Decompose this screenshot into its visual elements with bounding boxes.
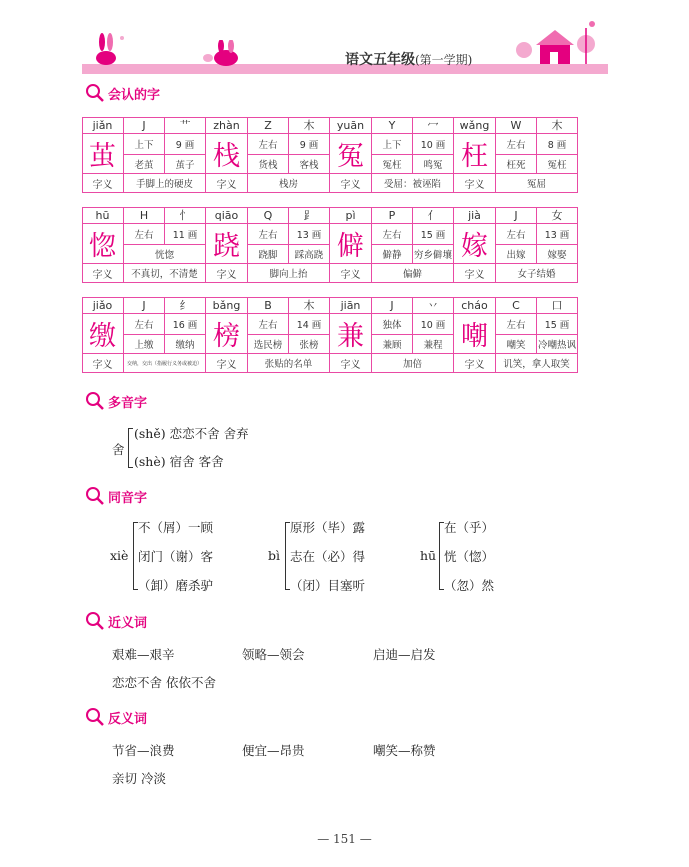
strokes-cell-text: 13 画 [296, 230, 322, 241]
page-title: 语文五年级(第一学期) [345, 52, 473, 68]
strokes-cell [289, 224, 330, 245]
structure-cell [496, 224, 537, 245]
word-cell [537, 245, 578, 264]
word-cell-text: 兼顾 [382, 340, 402, 351]
initial-cell-text: J [142, 298, 146, 312]
word-cell [248, 245, 289, 264]
structure-cell [496, 314, 537, 335]
initial-cell [248, 297, 289, 314]
structure-cell [248, 314, 289, 335]
homophone-line: （卸）磨杀驴 [138, 578, 214, 593]
pinyin-cell [206, 207, 248, 224]
strokes-cell [413, 314, 454, 335]
magnifier-icon [84, 390, 106, 412]
structure-cell [496, 134, 537, 155]
meaning-cell [372, 354, 454, 373]
pinyin-cell [82, 297, 124, 314]
meaning-cell-text: 讥笑，拿人取笑 [503, 359, 570, 370]
meaning-cell-text: 受屈：被诬陷 [383, 179, 441, 190]
word-cell-text: 枉死 [506, 160, 526, 171]
homophone-line: 恍（惚） [444, 549, 495, 564]
polyphone-line: (shè) 宿舍 客舍 [134, 454, 224, 469]
character-cell [206, 134, 248, 174]
structure-cell-text: 左右 [506, 140, 526, 151]
strokes-cell [165, 314, 206, 335]
strokes-cell [289, 314, 330, 335]
initial-cell [496, 117, 537, 134]
initial-cell [372, 297, 413, 314]
antonym-pair: 嘲笑—称赞 [373, 743, 436, 758]
strokes-cell [165, 134, 206, 155]
word-cell [165, 155, 206, 174]
word-cell-text: 客栈 [299, 160, 319, 171]
word-cell-text: 冷嘲热讽 [537, 340, 576, 351]
word-cell-text: 张榜 [299, 340, 319, 351]
polyphone-line: (shě) 恋恋不舍 舍弃 [134, 426, 249, 441]
meaning-label-cell-text: 字义 [216, 179, 237, 191]
strokes-cell-text: 16 画 [172, 320, 198, 331]
structure-cell [248, 134, 289, 155]
meaning-label-cell-text: 字义 [340, 359, 361, 371]
strokes-cell-text: 8 画 [547, 140, 567, 151]
initial-cell-text: Q [263, 208, 273, 222]
character-cell [206, 224, 248, 264]
synonym-pair: 恋恋不舍 依依不舍 [112, 675, 216, 690]
meaning-label-cell-text: 字义 [92, 269, 113, 281]
strokes-cell-text: 14 画 [296, 320, 322, 331]
character-cell [206, 314, 248, 354]
character-cell-text: 栈 [213, 141, 240, 172]
bunny-illustration-left [88, 32, 128, 66]
meaning-cell-text: 冤屈 [526, 179, 546, 190]
initial-cell [248, 207, 289, 224]
word-cell-text: 恍惚 [154, 250, 174, 261]
character-cell-text: 跷 [213, 231, 240, 262]
character-cell-text: 茧 [89, 141, 116, 172]
meaning-label-cell [206, 264, 248, 283]
section-homophone: 同音字 [88, 485, 208, 507]
meaning-cell [248, 264, 330, 283]
word-cell [289, 155, 330, 174]
initial-cell-text: C [512, 298, 520, 312]
meaning-label-cell [454, 354, 496, 373]
word-cell-text: 冤枉 [382, 160, 402, 171]
word-cell [248, 155, 289, 174]
initial-cell [248, 117, 289, 134]
meaning-label-cell [330, 354, 372, 373]
page-number: — 151 — [317, 832, 372, 846]
meaning-label-cell [82, 264, 124, 283]
word-cell [124, 155, 165, 174]
radical-cell-text: 木 [303, 119, 315, 132]
pinyin-cell [330, 297, 372, 314]
structure-cell-text: 左右 [506, 230, 526, 241]
pinyin-cell [330, 117, 372, 134]
word-cell [124, 245, 206, 264]
word-cell [496, 335, 537, 354]
character-cell-text: 惚 [89, 231, 116, 262]
initial-cell [124, 117, 165, 134]
word-cell [496, 155, 537, 174]
meaning-label-cell [330, 264, 372, 283]
character-cell-text: 嘲 [461, 321, 488, 352]
meaning-label-cell-text: 字义 [92, 179, 113, 191]
initial-cell [372, 117, 413, 134]
radical-cell [537, 207, 578, 224]
pinyin-cell-text: hū [95, 208, 110, 222]
character-cell-text: 缴 [89, 321, 116, 352]
structure-cell [372, 314, 413, 335]
antonym-pair: 节省—浪费 [112, 743, 175, 758]
radical-cell [537, 297, 578, 314]
pinyin-cell [330, 207, 372, 224]
structure-cell [248, 224, 289, 245]
radical-cell-text: 艹 [179, 119, 191, 132]
word-cell-text: 跷脚 [258, 250, 278, 261]
character-grid [82, 207, 578, 283]
initial-cell-text: H [139, 208, 149, 222]
word-cell-text: 出嫁 [506, 250, 526, 261]
bunny-illustration-mid [202, 40, 250, 66]
word-cell [372, 335, 413, 354]
character-cell [330, 314, 372, 354]
pinyin-cell [82, 207, 124, 224]
word-cell-text: 踩高跷 [294, 250, 324, 261]
section-polyphone: 多音字 [88, 390, 208, 412]
structure-cell [372, 134, 413, 155]
character-cell-text: 冤 [337, 141, 364, 172]
initial-cell [124, 207, 165, 224]
meaning-label-cell-text: 字义 [340, 179, 361, 191]
strokes-cell [289, 134, 330, 155]
word-cell-text: 嘲笑 [506, 340, 526, 351]
house-illustration [512, 18, 602, 68]
structure-cell [124, 224, 165, 245]
polyphone-char: 舍 [112, 442, 125, 457]
homophone-line: （忽）然 [444, 578, 495, 593]
structure-cell-text: 左右 [258, 320, 278, 331]
meaning-label-cell-text: 字义 [464, 359, 485, 371]
magnifier-icon [84, 706, 106, 728]
initial-cell [124, 297, 165, 314]
structure-cell-text: 左右 [506, 320, 526, 331]
radical-cell-text: 冖 [427, 119, 439, 132]
radical-cell [165, 297, 206, 314]
meaning-label-cell [206, 174, 248, 193]
initial-cell-text: J [514, 208, 518, 222]
meaning-cell-text: 不真切，不清楚 [131, 269, 198, 280]
character-cell [454, 134, 496, 174]
section-synonym: 近义词 [88, 610, 208, 632]
structure-cell-text: 独体 [382, 320, 402, 331]
radical-cell [413, 297, 454, 314]
homophone-line: 不（屑）一顾 [138, 520, 214, 535]
meaning-cell [496, 174, 578, 193]
synonym-pair: 艰难—艰辛 [112, 647, 175, 662]
homophone-line: 原形（毕）露 [290, 520, 366, 535]
meaning-label-cell [454, 174, 496, 193]
magnifier-icon [84, 485, 106, 507]
strokes-cell-text: 9 画 [299, 140, 319, 151]
radical-cell [413, 207, 454, 224]
radical-cell [413, 117, 454, 134]
meaning-cell [248, 354, 330, 373]
meaning-cell [496, 264, 578, 283]
polyphone-brace [128, 428, 133, 468]
magnifier-icon [84, 82, 106, 104]
meaning-cell [372, 174, 454, 193]
page-header-banner [82, 18, 608, 76]
initial-cell [496, 297, 537, 314]
character-grid [82, 297, 578, 373]
word-cell-text: 货栈 [258, 160, 278, 171]
homophone-line: 志在（必）得 [290, 549, 366, 564]
meaning-cell-text: 脚向上抬 [269, 269, 308, 280]
meaning-cell-text: 手脚上的硬皮 [135, 179, 193, 190]
structure-cell-text: 左右 [258, 140, 278, 151]
meaning-label-cell [82, 354, 124, 373]
strokes-cell [537, 224, 578, 245]
word-cell-text: 鸣冤 [423, 160, 443, 171]
word-cell [165, 335, 206, 354]
word-cell [537, 335, 578, 354]
strokes-cell-text: 15 画 [544, 320, 570, 331]
homophone-pinyin: xiè [110, 548, 129, 563]
initial-cell [496, 207, 537, 224]
initial-cell-text: W [510, 118, 522, 132]
strokes-cell-text: 11 画 [172, 230, 198, 241]
strokes-cell [537, 134, 578, 155]
strokes-cell-text: 10 画 [420, 140, 446, 151]
word-cell [372, 155, 413, 174]
meaning-label-cell [82, 174, 124, 193]
meaning-label-cell-text: 字义 [216, 359, 237, 371]
radical-cell [165, 117, 206, 134]
radical-cell-text: 口 [551, 299, 563, 312]
meaning-cell [248, 174, 330, 193]
meaning-label-cell [454, 264, 496, 283]
word-cell [248, 335, 289, 354]
radical-cell-text: ⻊ [303, 209, 315, 222]
meaning-cell [372, 264, 454, 283]
radical-cell-text: 女 [551, 209, 563, 222]
radical-cell [537, 117, 578, 134]
initial-cell-text: Z [264, 118, 272, 132]
word-cell-text: 嫁娶 [547, 250, 567, 261]
pinyin-cell-text: cháo [461, 298, 488, 312]
word-cell [124, 335, 165, 354]
strokes-cell-text: 10 画 [420, 320, 446, 331]
strokes-cell-text: 9 画 [175, 140, 195, 151]
radical-cell-text: 亻 [427, 209, 439, 222]
structure-cell-text: 上下 [382, 140, 402, 151]
character-cell [454, 224, 496, 264]
structure-cell [124, 134, 165, 155]
meaning-cell [124, 354, 206, 373]
word-cell [372, 245, 413, 264]
pinyin-cell [454, 207, 496, 224]
radical-cell-text: 忄 [179, 209, 191, 222]
section-recognize: 会认的字 [88, 82, 208, 104]
character-cell [82, 314, 124, 354]
meaning-label-cell-text: 字义 [340, 269, 361, 281]
pinyin-cell [454, 117, 496, 134]
word-cell [537, 155, 578, 174]
word-cell-text: 老茧 [134, 160, 154, 171]
homophone-line: （闭）目塞听 [290, 578, 366, 593]
pinyin-cell [454, 297, 496, 314]
meaning-label-cell-text: 字义 [216, 269, 237, 281]
meaning-cell [124, 264, 206, 283]
initial-cell [372, 207, 413, 224]
structure-cell-text: 左右 [382, 230, 402, 241]
radical-cell [289, 117, 330, 134]
word-cell [413, 335, 454, 354]
radical-cell [289, 207, 330, 224]
character-cell-text: 榜 [213, 321, 240, 352]
radical-cell [165, 207, 206, 224]
radical-cell-text: 纟 [179, 299, 191, 312]
pinyin-cell-text: jiǎo [92, 298, 113, 312]
word-cell [496, 245, 537, 264]
character-cell-text: 兼 [337, 321, 364, 352]
homophone-pinyin: bì [268, 548, 280, 563]
pinyin-cell-text: yuān [336, 118, 365, 132]
initial-cell-text: P [388, 208, 396, 222]
character-cell [330, 134, 372, 174]
pinyin-cell-text: zhàn [213, 118, 240, 132]
initial-cell-text: J [390, 298, 394, 312]
meaning-label-cell-text: 字义 [92, 359, 113, 371]
word-cell-text: 茧子 [175, 160, 195, 171]
meaning-cell-text: 偏僻 [402, 269, 422, 280]
pinyin-cell [82, 117, 124, 134]
word-cell [289, 245, 330, 264]
character-cell-text: 枉 [461, 141, 488, 172]
radical-cell-text: 木 [551, 119, 563, 132]
word-cell-text: 僻静 [382, 250, 402, 261]
radical-cell-text: 木 [303, 299, 315, 312]
word-cell-text: 缴纳 [175, 340, 195, 351]
word-cell-text: 上缴 [134, 340, 154, 351]
meaning-label-cell [330, 174, 372, 193]
homophone-pinyin: hū [420, 548, 437, 563]
word-cell [413, 245, 454, 264]
character-cell [330, 224, 372, 264]
meaning-label-cell-text: 字义 [464, 179, 485, 191]
word-cell [413, 155, 454, 174]
strokes-cell [413, 224, 454, 245]
strokes-cell [165, 224, 206, 245]
pinyin-cell-text: qiāo [214, 208, 239, 222]
character-cell [454, 314, 496, 354]
meaning-cell-text: 栈房 [278, 179, 298, 190]
character-cell [82, 134, 124, 174]
radical-cell-text: 丷 [427, 299, 439, 312]
pinyin-cell-text: jiǎn [92, 118, 113, 132]
character-grid [82, 117, 578, 193]
word-cell-text: 选民榜 [253, 340, 283, 351]
character-cell [82, 224, 124, 264]
magnifier-icon [84, 610, 106, 632]
word-cell-text: 冤枉 [547, 160, 567, 171]
meaning-label-cell-text: 字义 [464, 269, 485, 281]
pinyin-cell [206, 117, 248, 134]
antonym-pair: 亲切 冷淡 [112, 771, 166, 786]
radical-cell [289, 297, 330, 314]
pinyin-cell-text: jiān [340, 298, 361, 312]
meaning-cell [124, 174, 206, 193]
strokes-cell-text: 15 画 [420, 230, 446, 241]
meaning-label-cell [206, 354, 248, 373]
word-cell [289, 335, 330, 354]
synonym-pair: 领略—领会 [242, 647, 305, 662]
structure-cell-text: 上下 [134, 140, 154, 151]
pinyin-cell [206, 297, 248, 314]
initial-cell-text: Y [388, 118, 396, 132]
initial-cell-text: B [264, 298, 272, 312]
pinyin-cell-text: pì [345, 208, 356, 222]
strokes-cell-text: 13 画 [544, 230, 570, 241]
meaning-cell [496, 354, 578, 373]
word-cell-text: 穷乡僻壤 [413, 250, 452, 261]
strokes-cell [413, 134, 454, 155]
strokes-cell [537, 314, 578, 335]
structure-cell [124, 314, 165, 335]
section-antonym: 反义词 [88, 706, 208, 728]
pinyin-cell-text: jià [468, 208, 481, 222]
pinyin-cell-text: wǎng [459, 118, 490, 132]
meaning-cell-text: 交纳，交出（指履行义务或被迫） [126, 360, 202, 367]
homophone-line: 闭门（谢）客 [138, 549, 214, 564]
structure-cell-text: 左右 [134, 320, 154, 331]
pinyin-cell-text: bǎng [212, 298, 241, 312]
meaning-cell-text: 加倍 [402, 359, 422, 370]
antonym-pair: 便宜—昂贵 [242, 743, 305, 758]
character-cell-text: 僻 [337, 231, 364, 262]
structure-cell [372, 224, 413, 245]
structure-cell-text: 左右 [134, 230, 154, 241]
meaning-cell-text: 张贴的名单 [264, 359, 313, 370]
synonym-pair: 启迪—启发 [373, 647, 436, 662]
initial-cell-text: J [142, 118, 146, 132]
meaning-cell-text: 女子结婚 [517, 269, 556, 280]
homophone-line: 在（乎） [444, 520, 495, 535]
word-cell-text: 兼程 [423, 340, 443, 351]
character-cell-text: 嫁 [461, 231, 488, 262]
structure-cell-text: 左右 [258, 230, 278, 241]
